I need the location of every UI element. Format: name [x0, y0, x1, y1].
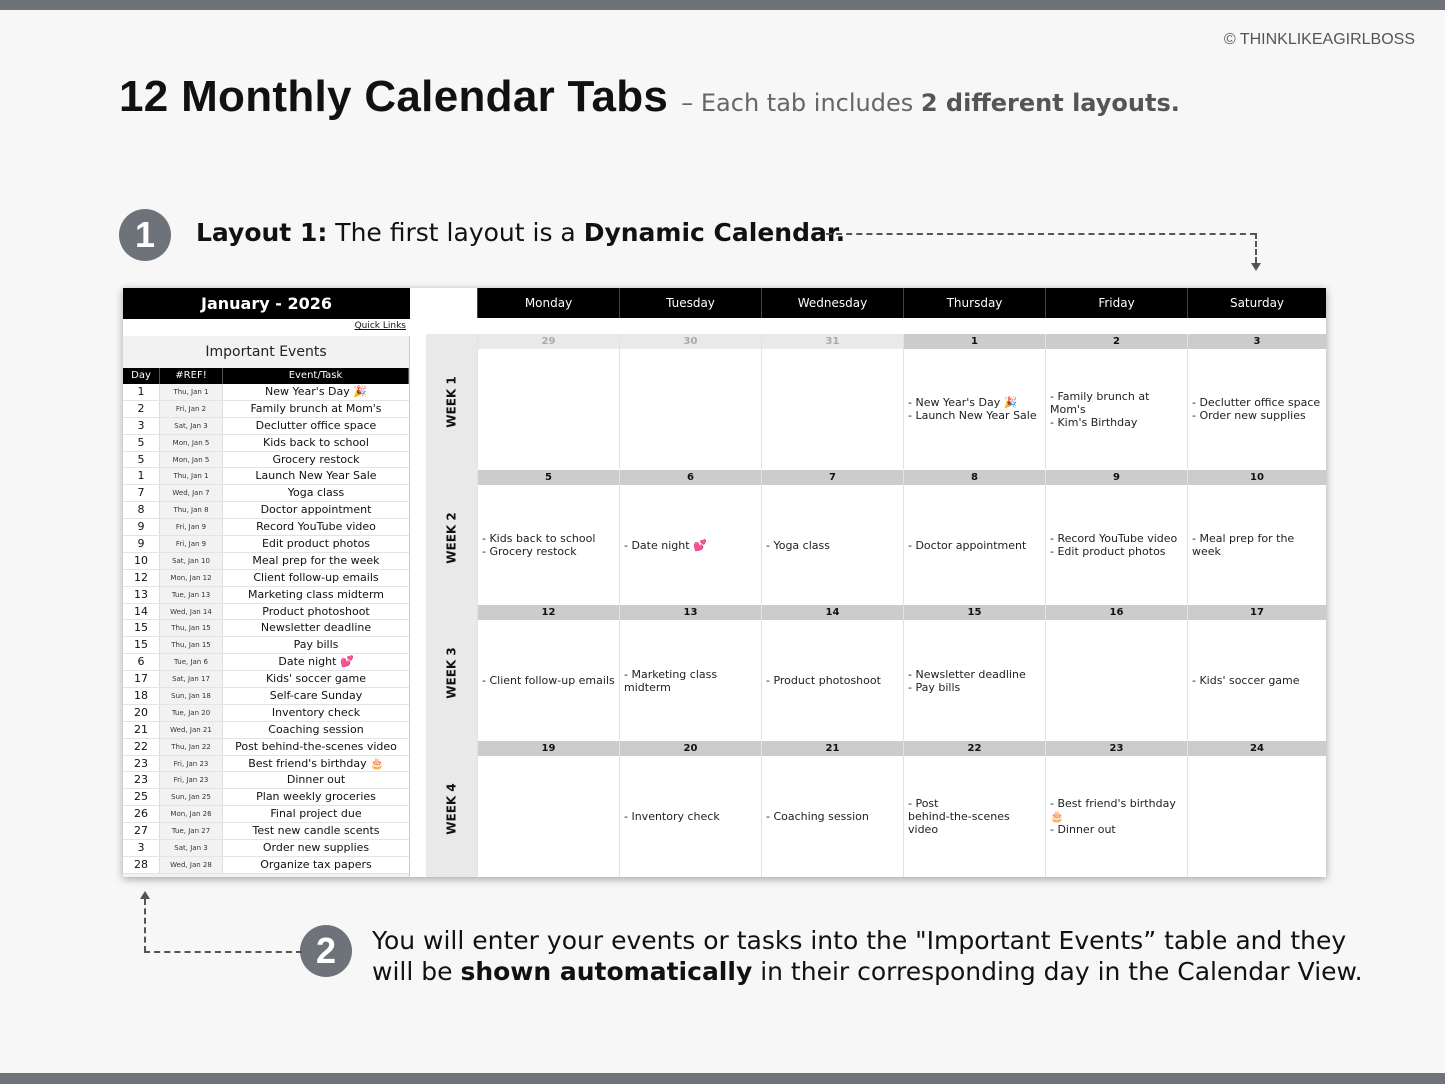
calendar-day-cell[interactable] [1045, 334, 1187, 469]
event-date-cell[interactable]: Sat, Jan 17 [160, 671, 223, 687]
table-row[interactable] [123, 604, 409, 621]
event-task-cell[interactable]: Newsletter deadline [223, 620, 409, 636]
event-day-cell[interactable]: 26 [123, 806, 160, 822]
step-2-prefix: will be [372, 957, 461, 986]
event-day-cell[interactable]: 13 [123, 587, 160, 603]
day-events [620, 349, 761, 469]
dashed-connector [1255, 233, 1257, 263]
day-events [762, 349, 903, 469]
week-label-text: WEEK 4 [444, 783, 459, 835]
event-day-cell[interactable]: 8 [123, 502, 160, 518]
day-number: 20 [620, 741, 761, 756]
table-row[interactable] [123, 739, 409, 756]
day-number: 21 [762, 741, 903, 756]
event-task-cell[interactable]: Self-care Sunday [223, 688, 409, 704]
event-date-cell[interactable]: Tue, Jan 20 [160, 705, 223, 721]
step-2-text [372, 925, 1363, 987]
day-number: 17 [1188, 605, 1326, 620]
table-row[interactable] [123, 418, 409, 435]
table-row[interactable] [123, 485, 409, 502]
calendar-day-cell[interactable] [619, 334, 761, 469]
calendar-day-cell[interactable] [619, 470, 761, 605]
table-row[interactable] [123, 806, 409, 823]
calendar-day-cell[interactable] [761, 470, 903, 605]
day-number: 19 [478, 741, 619, 756]
calendar-day-cell[interactable] [477, 334, 619, 469]
day-events [478, 349, 619, 469]
day-number: 8 [904, 470, 1045, 485]
event-day-cell[interactable]: 15 [123, 620, 160, 636]
event-date-cell[interactable]: Fri, Jan 23 [160, 756, 223, 772]
calendar-day-cell[interactable] [761, 334, 903, 469]
event-date-cell[interactable]: Fri, Jan 9 [160, 536, 223, 552]
day-events: - Post behind-the-scenes video [908, 797, 1010, 836]
event-day-cell[interactable]: 2 [123, 401, 160, 417]
calendar-day-cell[interactable] [1187, 470, 1326, 605]
table-row[interactable] [123, 620, 409, 637]
calendar-day-cell[interactable] [761, 741, 903, 877]
day-events: - Date night 💕 [624, 538, 707, 552]
event-task-cell[interactable]: Pay bills [223, 637, 409, 653]
day-number: 1 [904, 334, 1045, 349]
month-title: January - 2026 [123, 288, 410, 319]
day-header-1: Tuesday [619, 288, 761, 318]
event-date-cell[interactable]: Tue, Jan 27 [160, 823, 223, 839]
event-task-cell[interactable]: Organize tax papers [223, 857, 409, 873]
calendar-screenshot [123, 288, 1326, 877]
table-row[interactable] [123, 840, 409, 857]
subtitle-bold: 2 different layouts. [920, 89, 1180, 117]
important-events-title: Important Events [205, 344, 327, 360]
event-date-cell[interactable]: Fri, Jan 2 [160, 401, 223, 417]
arrow-up-icon [140, 891, 150, 899]
subtitle-prefix: – Each tab includes [681, 89, 921, 117]
day-number: 16 [1046, 605, 1187, 620]
event-date-cell[interactable]: Fri, Jan 9 [160, 519, 223, 535]
table-row[interactable] [123, 637, 409, 654]
day-number: 7 [762, 470, 903, 485]
dashed-connector [144, 899, 146, 952]
table-row[interactable] [123, 823, 409, 840]
calendar-day-cell[interactable] [1187, 605, 1326, 741]
event-task-cell[interactable]: Coaching session [223, 722, 409, 738]
table-row[interactable] [123, 570, 409, 587]
table-row[interactable] [123, 772, 409, 789]
event-date-cell[interactable]: Mon, Jan 26 [160, 806, 223, 822]
event-date-cell[interactable]: Wed, Jan 21 [160, 722, 223, 738]
event-task-cell[interactable]: Client follow-up emails [223, 570, 409, 586]
table-row[interactable] [123, 401, 409, 418]
calendar-day-cell[interactable] [1045, 605, 1187, 741]
table-row[interactable] [123, 587, 409, 604]
event-task-cell[interactable]: Record YouTube video [223, 519, 409, 535]
event-date-cell[interactable]: Tue, Jan 13 [160, 587, 223, 603]
dashed-connector [826, 233, 1256, 235]
table-row[interactable] [123, 654, 409, 671]
day-events: - Newsletter deadline - Pay bills [908, 667, 1026, 694]
calendar-day-cell[interactable] [477, 741, 619, 877]
column-header-event: Event/Task [223, 368, 409, 384]
calendar-day-cell[interactable] [477, 605, 619, 741]
day-events: - Meal prep for the week [1192, 532, 1295, 558]
quick-links-link[interactable]: Quick Links [354, 321, 406, 331]
copyright-text: © THINKLIKEAGIRLBOSS [1223, 31, 1415, 48]
week-label [426, 741, 477, 877]
day-header-3: Thursday [903, 288, 1045, 318]
page-headline [119, 72, 1180, 122]
event-task-cell[interactable]: Declutter office space [223, 418, 409, 434]
day-header-2: Wednesday [761, 288, 903, 318]
table-row[interactable] [123, 705, 409, 722]
event-task-cell[interactable]: Order new supplies [223, 840, 409, 856]
day-events: - Kids back to school - Grocery restock [482, 532, 596, 558]
day-events: - Inventory check [624, 810, 720, 823]
event-date-cell[interactable]: Sat, Jan 3 [160, 840, 223, 856]
week-label-column [426, 334, 477, 877]
event-task-cell[interactable]: Grocery restock [223, 452, 409, 468]
event-day-cell[interactable]: 5 [123, 452, 160, 468]
step-2-badge: 2 [300, 925, 352, 977]
day-events: - Family brunch at Mom's - Kim's Birthday [1050, 389, 1150, 429]
event-task-cell[interactable]: Post behind-the-scenes video [223, 739, 409, 755]
calendar-day-cell[interactable] [1045, 741, 1187, 877]
event-day-cell[interactable]: 10 [123, 553, 160, 569]
day-events: - Client follow-up emails [482, 674, 615, 687]
arrow-down-icon [1251, 263, 1261, 271]
calendar-day-cell[interactable] [1045, 470, 1187, 605]
step-2-suffix: in their corresponding day in the Calendar View. [752, 957, 1363, 986]
day-events: - Record YouTube video - Edit product photos [1050, 532, 1178, 558]
day-events: - New Year's Day 🎉 - Launch New Year Sale [908, 396, 1037, 422]
event-task-cell[interactable]: Final project due [223, 806, 409, 822]
table-row[interactable] [123, 502, 409, 519]
week-label-text: WEEK 1 [444, 375, 459, 428]
sheet-left-panel [123, 288, 410, 877]
event-day-cell[interactable]: 9 [123, 519, 160, 535]
event-task-cell[interactable]: Meal prep for the week [223, 553, 409, 569]
event-day-cell[interactable]: 9 [123, 536, 160, 552]
step-2-line-2 [372, 956, 1363, 987]
event-date-cell[interactable]: Fri, Jan 23 [160, 772, 223, 788]
day-header-4: Friday [1045, 288, 1187, 318]
dashed-connector [144, 951, 302, 953]
event-day-cell[interactable]: 22 [123, 739, 160, 755]
week-label [426, 470, 477, 605]
day-number: 14 [762, 605, 903, 620]
top-border [0, 0, 1445, 10]
event-day-cell[interactable]: 15 [123, 637, 160, 653]
event-task-cell[interactable]: Dinner out [223, 772, 409, 788]
day-events: - Yoga class [766, 538, 830, 552]
calendar-day-cell[interactable] [903, 605, 1045, 741]
event-day-cell[interactable]: 25 [123, 789, 160, 805]
event-date-cell[interactable]: Sat, Jan 3 [160, 418, 223, 434]
day-events: - Marketing class midterm [624, 667, 718, 694]
calendar-day-cell[interactable] [619, 605, 761, 741]
column-header-day: Day [123, 368, 160, 384]
event-day-cell[interactable]: 21 [123, 722, 160, 738]
calendar-day-cell[interactable] [903, 741, 1045, 877]
day-number: 30 [620, 334, 761, 349]
table-row[interactable] [123, 857, 409, 874]
day-number: 10 [1188, 470, 1326, 485]
calendar-day-cell[interactable] [1187, 334, 1326, 469]
event-date-cell[interactable]: Mon, Jan 5 [160, 452, 223, 468]
event-task-cell[interactable]: Family brunch at Mom's [223, 401, 409, 417]
step-2-line-1: You will enter your events or tasks into the "Important Events” table and they [372, 926, 1347, 955]
calendar-day-cell[interactable] [477, 470, 619, 605]
page-title: 12 Monthly Calendar Tabs [119, 72, 669, 121]
event-day-cell[interactable]: 5 [123, 435, 160, 451]
table-row[interactable] [123, 789, 409, 806]
event-day-cell[interactable]: 3 [123, 418, 160, 434]
table-row[interactable] [123, 384, 409, 401]
event-date-cell[interactable]: Thu, Jan 8 [160, 502, 223, 518]
day-number: 12 [478, 605, 619, 620]
day-number: 6 [620, 470, 761, 485]
event-date-cell[interactable]: Mon, Jan 5 [160, 435, 223, 451]
day-events: - Kids' soccer game [1192, 674, 1300, 687]
event-task-cell[interactable]: Doctor appointment [223, 502, 409, 518]
event-day-cell[interactable]: 17 [123, 671, 160, 687]
event-task-cell[interactable]: Yoga class [223, 485, 409, 501]
event-task-cell[interactable]: Marketing class midterm [223, 587, 409, 603]
event-day-cell[interactable]: 23 [123, 756, 160, 772]
event-day-cell[interactable]: 7 [123, 485, 160, 501]
day-number: 23 [1046, 741, 1187, 756]
event-date-cell[interactable]: Wed, Jan 7 [160, 485, 223, 501]
event-date-cell[interactable]: Wed, Jan 28 [160, 857, 223, 873]
event-date-cell[interactable]: Thu, Jan 15 [160, 620, 223, 636]
event-day-cell[interactable]: 6 [123, 654, 160, 670]
table-row[interactable] [123, 688, 409, 705]
event-task-cell[interactable]: Kids back to school [223, 435, 409, 451]
week-label-text: WEEK 2 [444, 511, 459, 564]
event-task-cell[interactable]: Launch New Year Sale [223, 468, 409, 484]
event-day-cell[interactable]: 23 [123, 772, 160, 788]
day-number: 24 [1188, 741, 1326, 756]
event-date-cell[interactable]: Sat, Jan 10 [160, 553, 223, 569]
event-day-cell[interactable]: 27 [123, 823, 160, 839]
sheet-gap [410, 334, 426, 877]
column-header-ref: #REF! [160, 368, 223, 384]
table-row[interactable] [123, 756, 409, 773]
day-number: 22 [904, 741, 1045, 756]
event-date-cell[interactable]: Sun, Jan 25 [160, 789, 223, 805]
page-subtitle [681, 89, 1180, 117]
event-date-cell[interactable]: Mon, Jan 12 [160, 570, 223, 586]
day-number: 13 [620, 605, 761, 620]
event-task-cell[interactable]: Date night 💕 [223, 654, 409, 670]
day-number: 31 [762, 334, 903, 349]
step-1-emphasis: Dynamic Calendar. [583, 218, 846, 247]
event-date-cell[interactable]: Sun, Jan 18 [160, 688, 223, 704]
calendar-day-cell[interactable] [1187, 741, 1326, 877]
event-task-cell[interactable]: Inventory check [223, 705, 409, 721]
day-events [1046, 620, 1187, 741]
event-day-cell[interactable]: 14 [123, 604, 160, 620]
day-events: - Coaching session [766, 810, 869, 823]
day-events: - Doctor appointment [908, 538, 1027, 552]
bottom-border [0, 1073, 1445, 1084]
step-2-emphasis: shown automatically [460, 957, 753, 986]
day-number: 5 [478, 470, 619, 485]
calendar-day-cell[interactable] [619, 741, 761, 877]
day-events [478, 756, 619, 877]
day-events: - Best friend's birthday 🎂 - Dinner out [1050, 797, 1176, 836]
event-task-cell[interactable]: Kids' soccer game [223, 671, 409, 687]
calendar-day-cell[interactable] [903, 470, 1045, 605]
event-task-cell[interactable]: Product photoshoot [223, 604, 409, 620]
event-day-cell[interactable]: 1 [123, 468, 160, 484]
day-events [1188, 756, 1326, 877]
event-task-cell[interactable]: Edit product photos [223, 536, 409, 552]
step-1-badge: 1 [119, 209, 171, 261]
step-1-text [196, 218, 845, 247]
event-day-cell[interactable]: 12 [123, 570, 160, 586]
event-day-cell[interactable]: 20 [123, 705, 160, 721]
table-row[interactable] [123, 553, 409, 570]
week-label-text: WEEK 3 [444, 647, 459, 699]
step-1-label: Layout 1: [196, 218, 328, 247]
table-row[interactable] [123, 435, 409, 452]
event-task-cell[interactable]: Test new candle scents [223, 823, 409, 839]
table-row[interactable] [123, 671, 409, 688]
event-task-cell[interactable]: New Year's Day 🎉 [223, 384, 409, 400]
event-task-cell[interactable]: Plan weekly groceries [223, 789, 409, 805]
table-row[interactable] [123, 722, 409, 739]
day-header-5: Saturday [1187, 288, 1326, 318]
day-number: 3 [1188, 334, 1326, 349]
week-label [426, 334, 477, 469]
event-date-cell[interactable]: Thu, Jan 22 [160, 739, 223, 755]
step-1-body: The first layout is a [327, 218, 584, 247]
day-number: 2 [1046, 334, 1187, 349]
table-row[interactable] [123, 536, 409, 553]
event-day-cell[interactable]: 1 [123, 384, 160, 400]
day-events: - Declutter office space - Order new supplies [1192, 396, 1321, 422]
event-day-cell[interactable]: 18 [123, 688, 160, 704]
event-date-cell[interactable]: Thu, Jan 1 [160, 384, 223, 400]
events-table-body [123, 384, 409, 874]
day-number: 15 [904, 605, 1045, 620]
important-events-panel [123, 336, 410, 877]
event-date-cell[interactable]: Thu, Jan 15 [160, 637, 223, 653]
day-header-0: Monday [477, 288, 619, 318]
calendar-day-cell[interactable] [903, 334, 1045, 469]
week-label [426, 605, 477, 741]
event-task-cell[interactable]: Best friend's birthday 🎂 [223, 756, 409, 772]
event-date-cell[interactable]: Tue, Jan 6 [160, 654, 223, 670]
day-number: 9 [1046, 470, 1187, 485]
events-table-header [123, 368, 409, 384]
event-day-cell[interactable]: 3 [123, 840, 160, 856]
table-row[interactable] [123, 519, 409, 536]
table-row[interactable] [123, 452, 409, 469]
event-day-cell[interactable]: 28 [123, 857, 160, 873]
calendar-day-cell[interactable] [761, 605, 903, 741]
event-date-cell[interactable]: Thu, Jan 1 [160, 468, 223, 484]
event-date-cell[interactable]: Wed, Jan 14 [160, 604, 223, 620]
table-row[interactable] [123, 468, 409, 485]
day-events: - Product photoshoot [766, 674, 881, 687]
day-number: 29 [478, 334, 619, 349]
